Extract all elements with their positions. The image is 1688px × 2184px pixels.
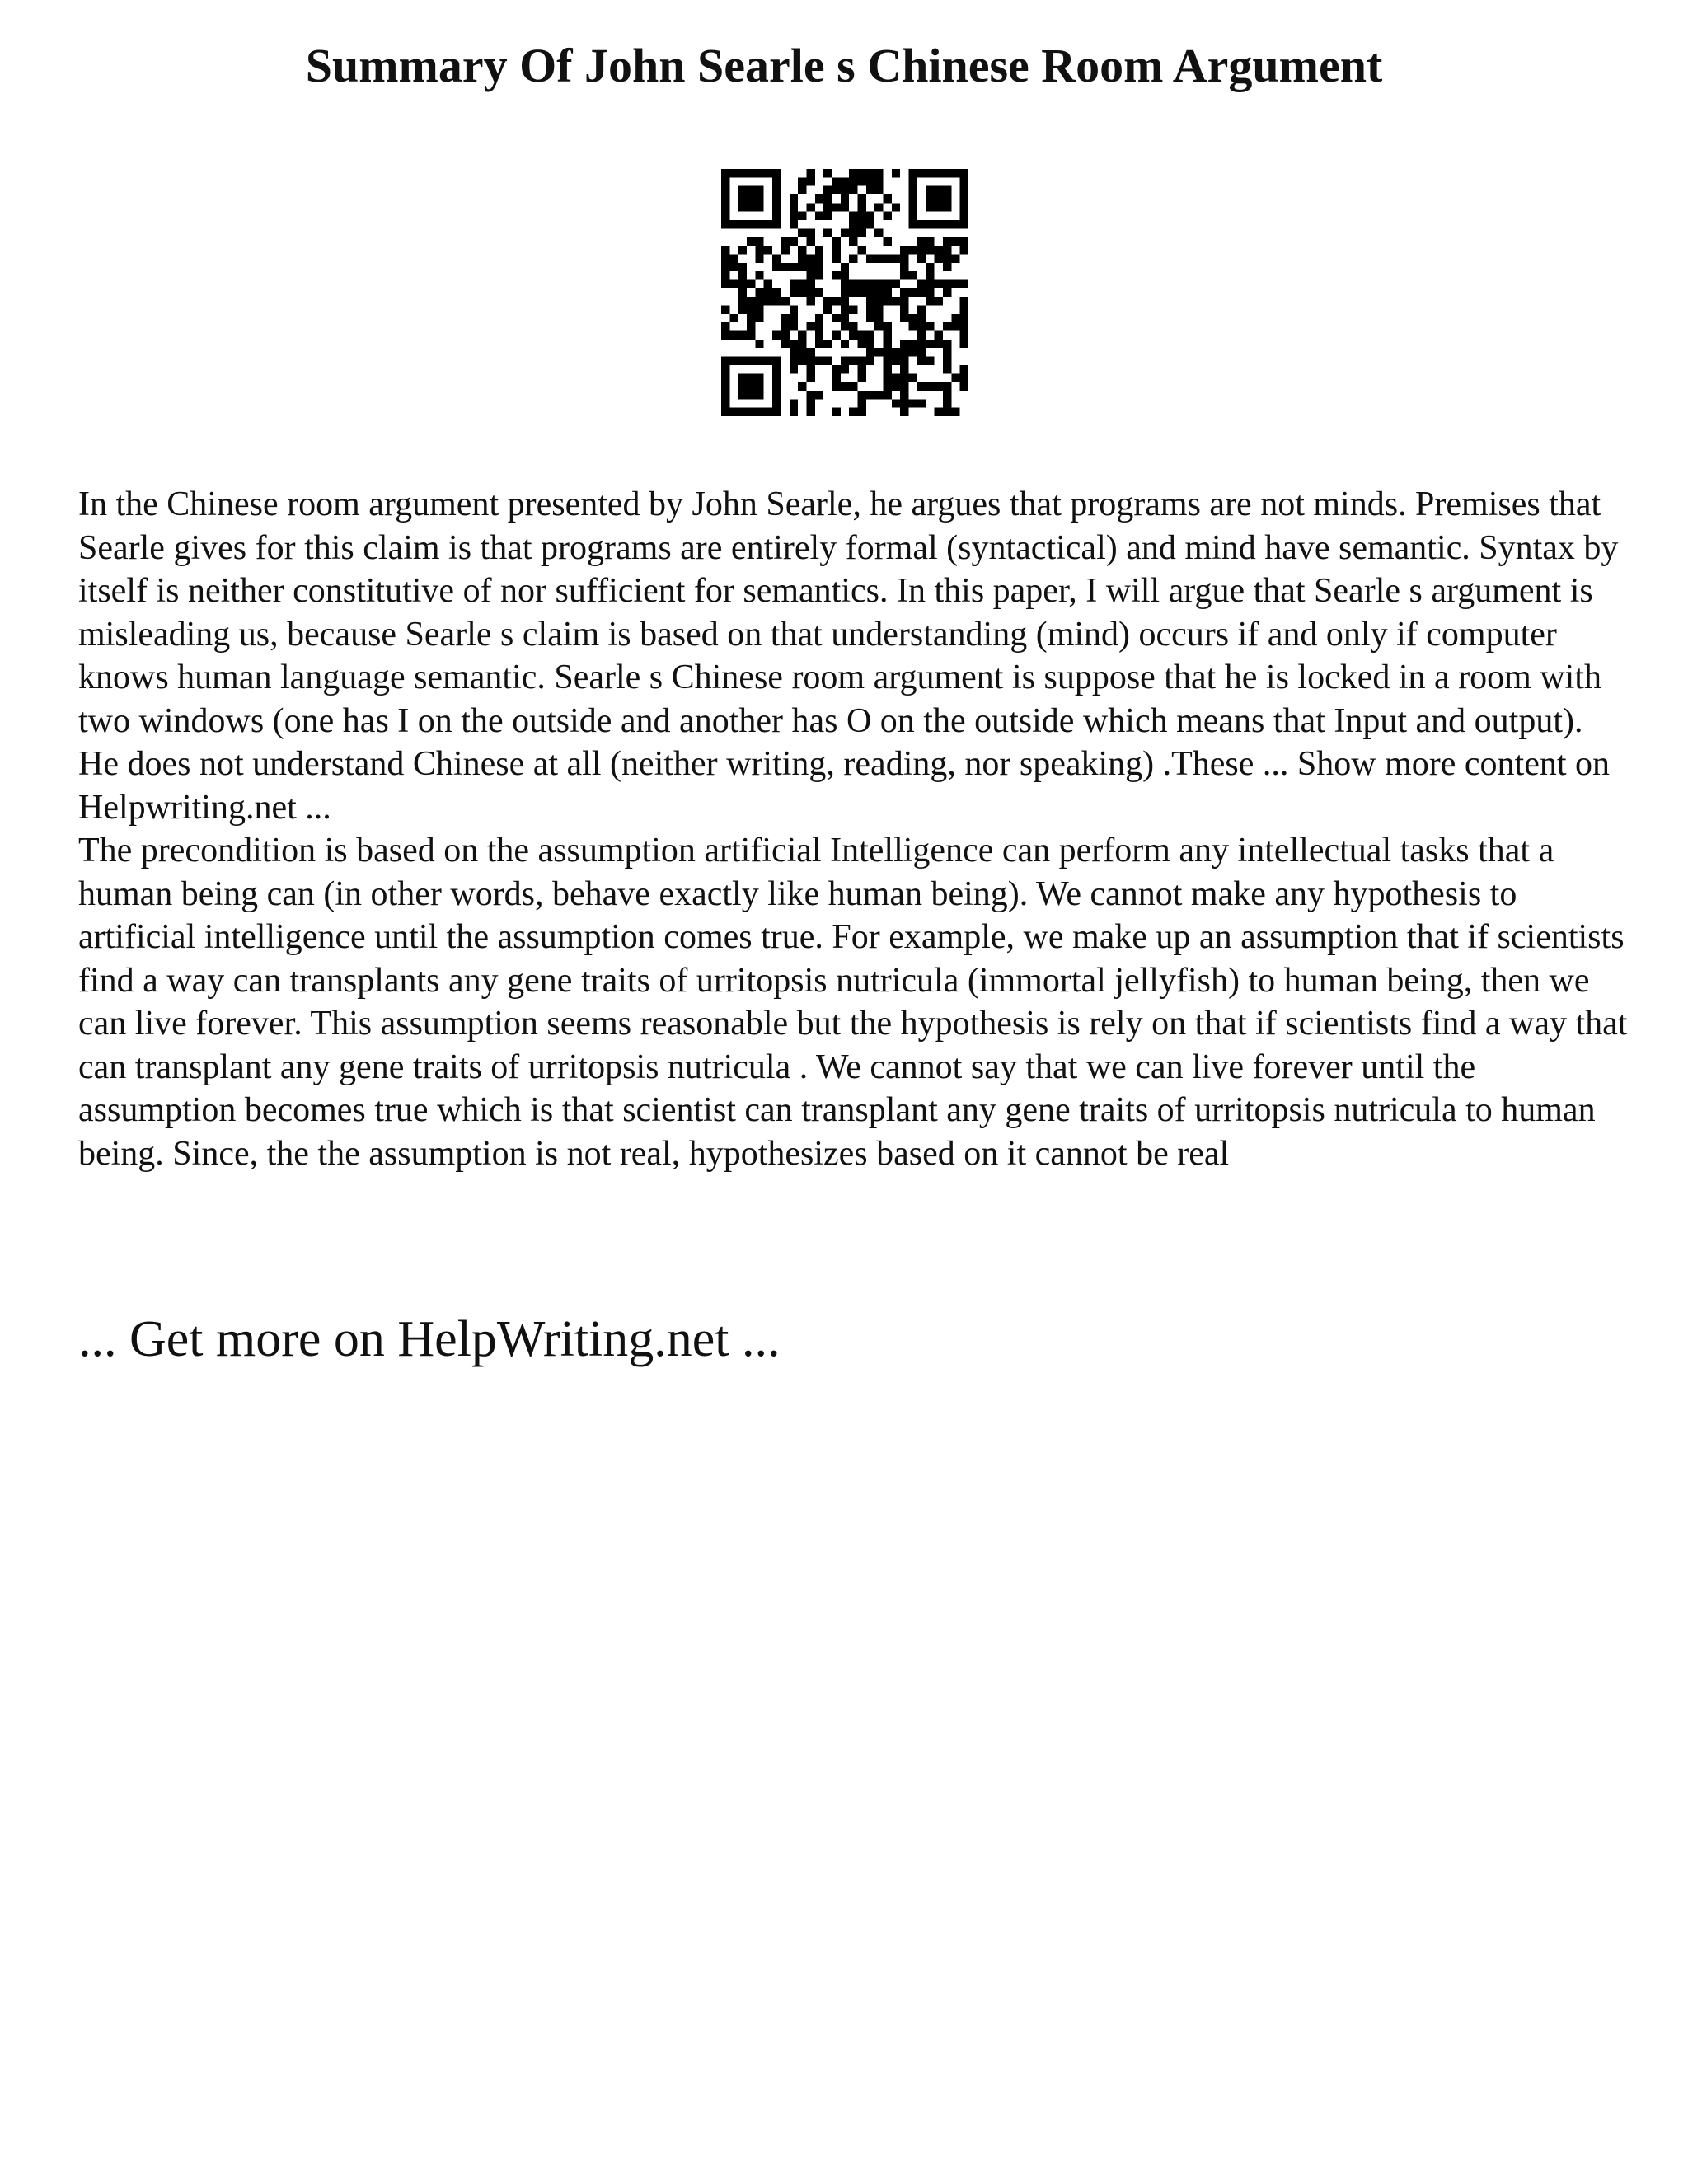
paragraph-2: The precondition is based on the assumption artificial Intelligence can perform any intellectual tasks that a human being can (in other words, behave exactly like human being). We cannot make any hypothesis to artificial intelligence until the assumption comes true. For example, we make up an assumption that if scientists find a way can transplants any gene traits of urritopsis nutricula (immortal jellyfish) to human being, then we can live forever. This assumption seems reasonable but the hypothesis is rely on that if scientists find a way that can transplant any gene traits of urritopsis nutricula . We cannot say that we can live forever until the assumption becomes true which is that scientist can transplant any gene traits of urritopsis nutricula to human being. Since, the the assumption is not real, hypothesizes based on it cannot be real <box>78 832 1628 1173</box>
qr-code-icon <box>721 169 968 416</box>
page-title: Summary Of John Searle s Chinese Room Argument <box>305 39 1383 92</box>
get-more-text: ... Get more on HelpWriting.net ... <box>78 1311 781 1367</box>
article-body <box>78 483 1628 1175</box>
paragraph-1: In the Chinese room argument presented by John Searle, he argues that programs are not minds. Premises that Searle gives for this claim is that programs are entirely formal (syntactical) and mind have semantic. Syntax by itself is neither constitutive of nor sufficient for semantics. In this paper, I will argue that Searle s argument is misleading us, because Searle s claim is based on that understanding (mind) occurs if and only if computer knows human language semantic. Searle s Chinese room argument is suppose that he is locked in a room with two windows (one has I on the outside and another has O on the outside which means that Input and output). He does not understand Chinese at all (neither writing, reading, nor speaking) .These ... Show more content on Helpwriting.net ... <box>78 485 1619 827</box>
